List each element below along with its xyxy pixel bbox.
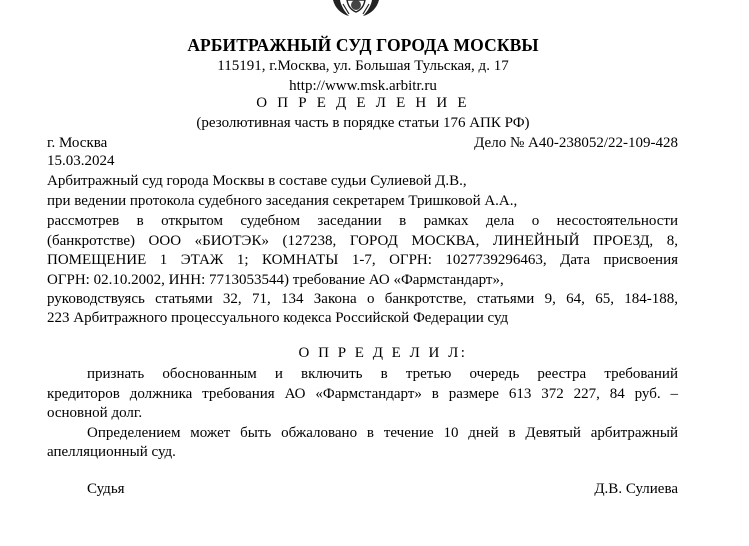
court-address: 115191, г.Москва, ул. Большая Тульская, д. 17	[217, 58, 509, 74]
case-line: ОГРН: 02.10.2002, ИНН: 7713053544) требование АО «Фармстандарт»,	[47, 272, 504, 288]
court-website: http://www.msk.arbitr.ru	[289, 78, 437, 94]
case-number: Дело № А40-238052/22-109-428	[474, 135, 678, 151]
ruling-line: кредиторов должника требования АО «Фармстандарт» в размере 613 372 227, 84 руб. –	[47, 386, 678, 402]
case-line: рассмотрев в открытом судебном заседании в рамках дела о несостоятельности	[47, 213, 678, 229]
case-line: (банкротстве) ООО «БИОТЭК» (127238, ГОРОД МОСКВА, ЛИНЕЙНЫЙ ПРОЕЗД, 8,	[47, 233, 678, 249]
appeal-line: апелляционный суд.	[47, 444, 176, 460]
appeal-line: Определением может быть обжаловано в течение 10 дней в Девятый арбитражный	[87, 425, 678, 441]
document-title: О П Р Е Д Е Л Е Н И Е	[256, 95, 470, 111]
signature-role: Судья	[87, 481, 125, 497]
ruled-heading: О П Р Е Д Е Л И Л:	[298, 345, 468, 361]
law-line: 223 Арбитражного процессуального кодекса Российской Федерации суд	[47, 310, 509, 326]
case-line: ПОМЕЩЕНИЕ 1 ЭТАЖ 1; КОМНАТЫ 1-7, ОГРН: 1027739296463, Дата присвоения	[47, 252, 678, 268]
intro-secretary: при ведении протокола судебного заседания секретарем Тришковой А.А.,	[47, 193, 518, 209]
city: г. Москва	[47, 135, 108, 151]
signature-name: Д.В. Сулиева	[594, 481, 678, 497]
coat-of-arms-emblem	[327, 0, 385, 20]
document-subtitle: (резолютивная часть в порядке статьи 176 АПК РФ)	[196, 115, 530, 131]
decision-date: 15.03.2024	[47, 153, 115, 169]
court-name: АРБИТРАЖНЫЙ СУД ГОРОДА МОСКВЫ	[187, 35, 539, 55]
law-line: руководствуясь статьями 32, 71, 134 Закона о банкротстве, статьями 9, 64, 65, 184-188,	[47, 291, 678, 307]
intro-judge: Арбитражный суд города Москвы в составе судьи Сулиевой Д.В.,	[47, 173, 467, 189]
ruling-line: признать обоснованным и включить в третью очередь реестра требований	[87, 366, 678, 382]
ruling-line: основной долг.	[47, 405, 143, 421]
